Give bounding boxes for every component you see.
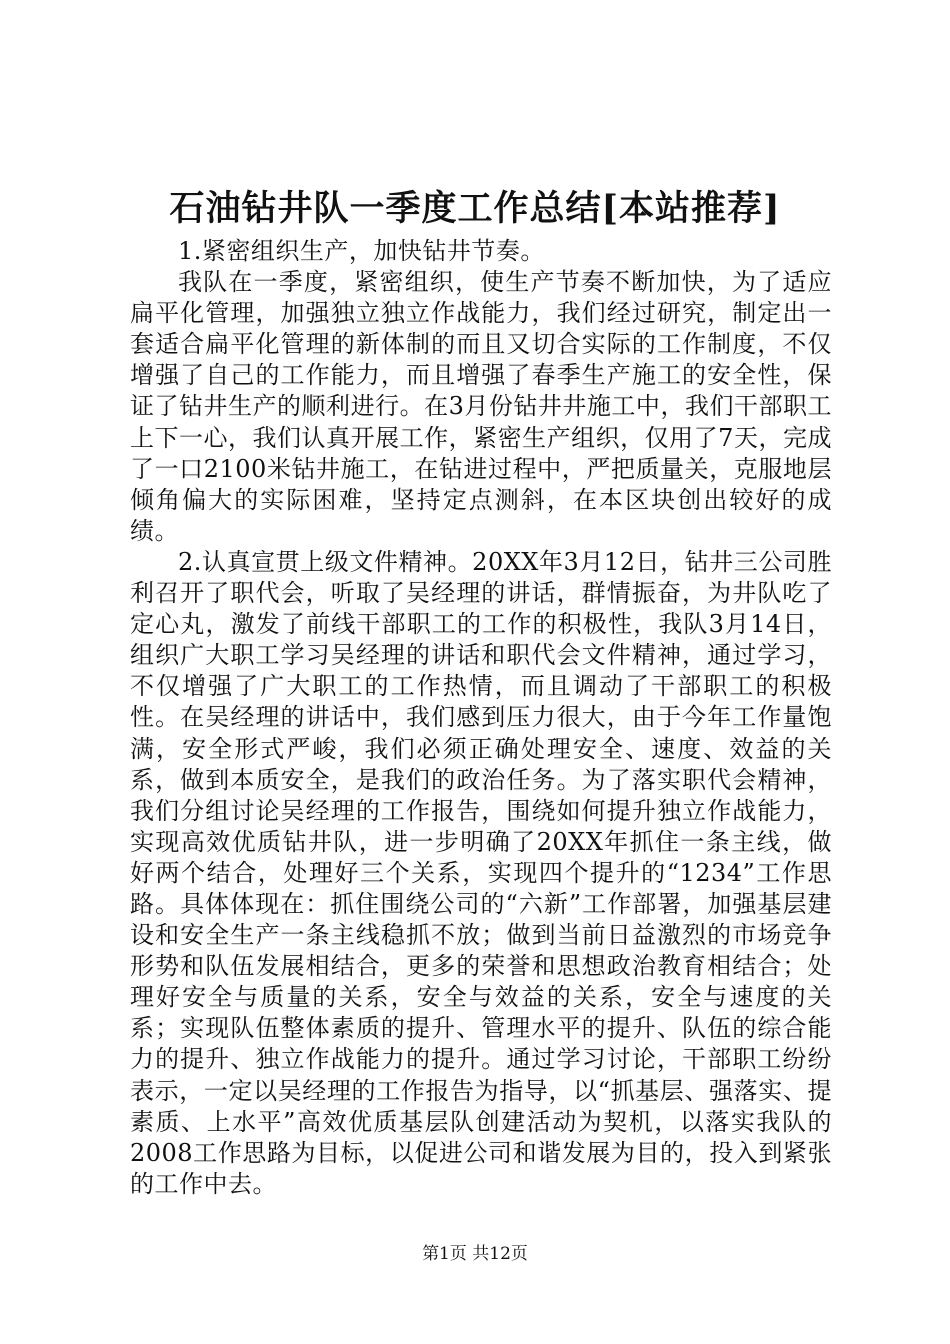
page-number-footer: 第1页 共12页: [422, 1244, 528, 1264]
document-title: 石油钻井队一季度工作总结[本站推荐]: [169, 188, 781, 229]
paragraph-2: 我队在一季度，紧密组织，使生产节奏不断加快，为了适应扁平化管理，加强独立独立作战能力，我们经过研究，制定出一套适合扁平化管理的新体制的而且又切合实际的工作制度，不仅增强了自己的工作能力，而且增强了春季生产施工的安全性，保证了钻井生产的顺利进行。在3月份钻井井施工中，我们干部职工上下一心，我们认真开展工作，紧密生产组织，仅用了7天，完成了一口2100米钻井施工，在钻进过程中，严把质量关，克服地层倾角偏大的实际困难，坚持定点测斜，在本区块创出较好的成绩。: [130, 268, 832, 545]
paragraph-1: 1.紧密组织生产，加快钻井节奏。: [178, 237, 545, 265]
document-body: [130, 236, 832, 1200]
paragraph-3: 2.认真宣贯上级文件精神。20XX年3月12日，钻井三公司胜利召开了职代会，听取了吴经理的讲话，群情振奋，为井队吃了定心丸，激发了前线干部职工的工作的积极性，我队3月14日，组织广大职工学习吴经理的讲话和职代会文件精神，通过学习，不仅增强了广大职工的工作热情，而且调动了干部职工的积极性。在吴经理的讲话中，我们感到压力很大，由于今年工作量饱满，安全形式严峻，我们必须正确处理安全、速度、效益的关系，做到本质安全，是我们的政治任务。为了落实职代会精神，我们分组讨论吴经理的工作报告，围绕如何提升独立作战能力，实现高效优质钻井队，进一步明确了20XX年抓住一条主线，做好两个结合，处理好三个关系，实现四个提升的“1234”工作思路。具体体现在：抓住围绕公司的“六新”工作部署，加强基层建设和安全生产一条主线稳抓不放；做到当前日益激烈的市场竞争形势和队伍发展相结合，更多的荣誉和思想政治教育相结合；处理好安全与质量的关系，安全与效益的关系，安全与速度的关系；实现队伍整体素质的提升、管理水平的提升、队伍的综合能力的提升、独立作战能力的提升。通过学习讨论，干部职工纷纷表示，一定以吴经理的工作报告为指导，以“抓基层、强落实、提素质、上水平”高效优质基层队创建活动为契机，以落实我队的2008工作思路为目标，以促进公司和谐发展为目的，投入到紧张的工作中去。: [130, 547, 832, 1198]
